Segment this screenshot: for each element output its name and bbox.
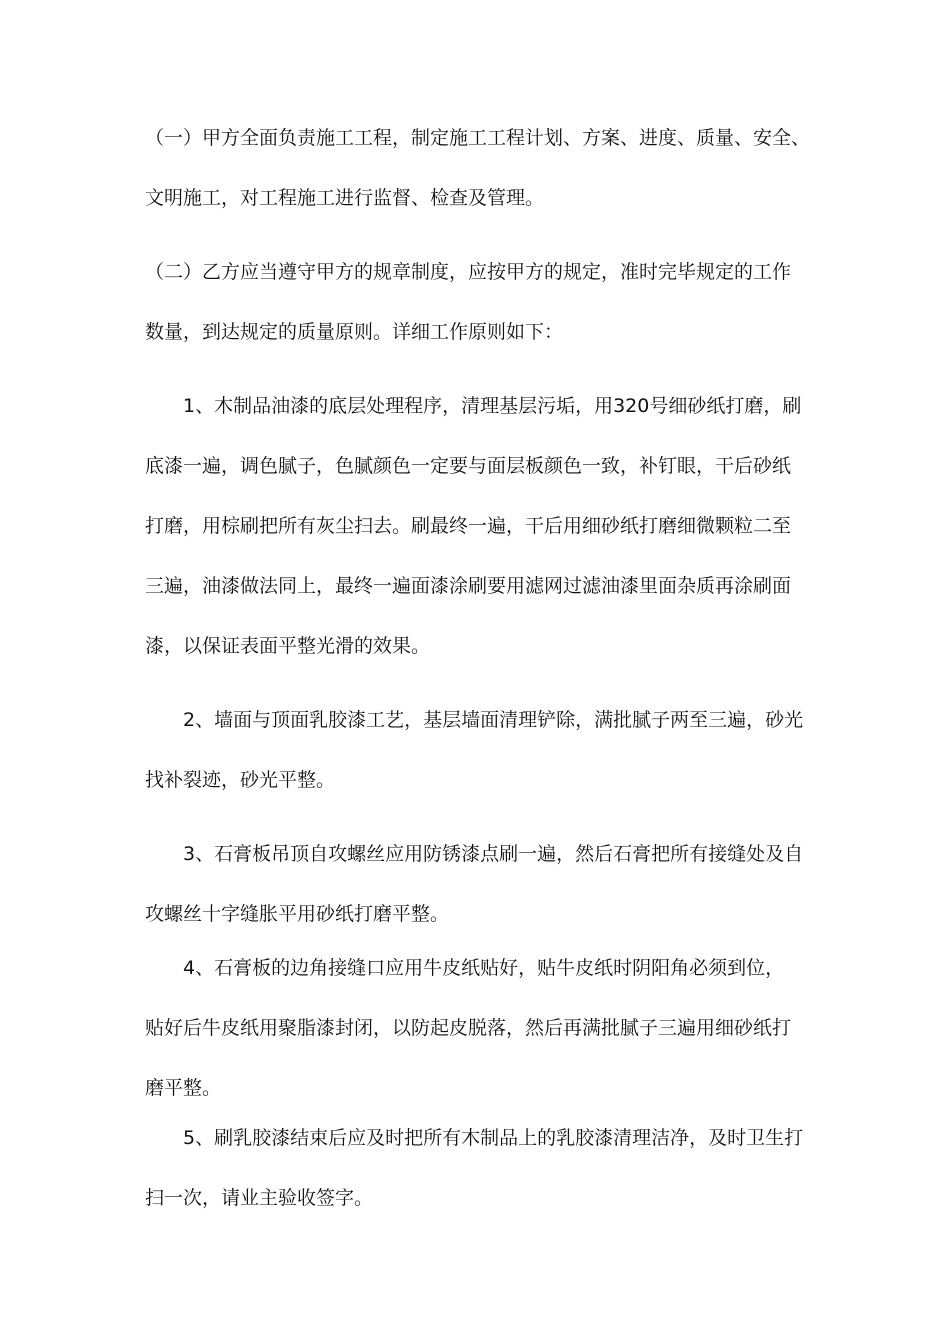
paragraph-7-line-2: 扫一次，请业主验收签字。 <box>145 1187 374 1209</box>
paragraph-4-line-1: 2、墙面与顶面乳胶漆工艺，基层墙面清理铲除，满批腻子两至三遍，砂光 <box>183 709 804 731</box>
paragraph-3-line-1: 1、木制品油漆的底层处理程序，清理基层污垢，用320号细砂纸打磨，刷 <box>183 395 802 417</box>
paragraph-5-line-1: 3、石膏板吊顶自攻螺丝应用防锈漆点刷一遍，然后石膏把所有接缝处及自 <box>183 843 804 865</box>
paragraph-3-line-3: 打磨，用棕刷把所有灰尘扫去。刷最终一遍，干后用细砂纸打磨细微颗粒二至 <box>145 515 792 537</box>
paragraph-5-line-2: 攻螺丝十字缝胀平用砂纸打磨平整。 <box>145 903 450 925</box>
paragraph-6-line-1: 4、石膏板的边角接缝口应用牛皮纸贴好，贴牛皮纸时阴阳角必须到位， <box>183 957 785 979</box>
paragraph-3-line-5: 漆，以保证表面平整光滑的效果。 <box>145 635 431 657</box>
paragraph-4-line-2: 找补裂迹，砂光平整。 <box>145 769 336 791</box>
paragraph-2-line-1: （二）乙方应当遵守甲方的规章制度，应按甲方的规定，准时完毕规定的工作 <box>145 261 792 283</box>
paragraph-3-line-2: 底漆一遍，调色腻子，色腻颜色一定要与面层板颜色一致，补钉眼，干后砂纸 <box>145 455 792 477</box>
paragraph-1-line-1: （一）甲方全面负责施工工程，制定施工工程计划、方案、进度、质量、安全、 <box>145 127 811 149</box>
paragraph-1-line-2: 文明施工，对工程施工进行监督、检查及管理。 <box>145 187 545 209</box>
paragraph-7-line-1: 5、刷乳胶漆结束后应及时把所有木制品上的乳胶漆清理洁净，及时卫生打 <box>183 1127 804 1149</box>
paragraph-6-line-2: 贴好后牛皮纸用聚脂漆封闭，以防起皮脱落，然后再满批腻子三遍用细砂纸打 <box>145 1017 792 1039</box>
paragraph-6-line-3: 磨平整。 <box>145 1077 222 1099</box>
paragraph-3-line-4: 三遍，油漆做法同上，最终一遍面漆涂刷要用滤网过滤油漆里面杂质再涂刷面 <box>145 575 792 597</box>
paragraph-2-line-2: 数量，到达规定的质量原则。详细工作原则如下： <box>145 321 564 343</box>
